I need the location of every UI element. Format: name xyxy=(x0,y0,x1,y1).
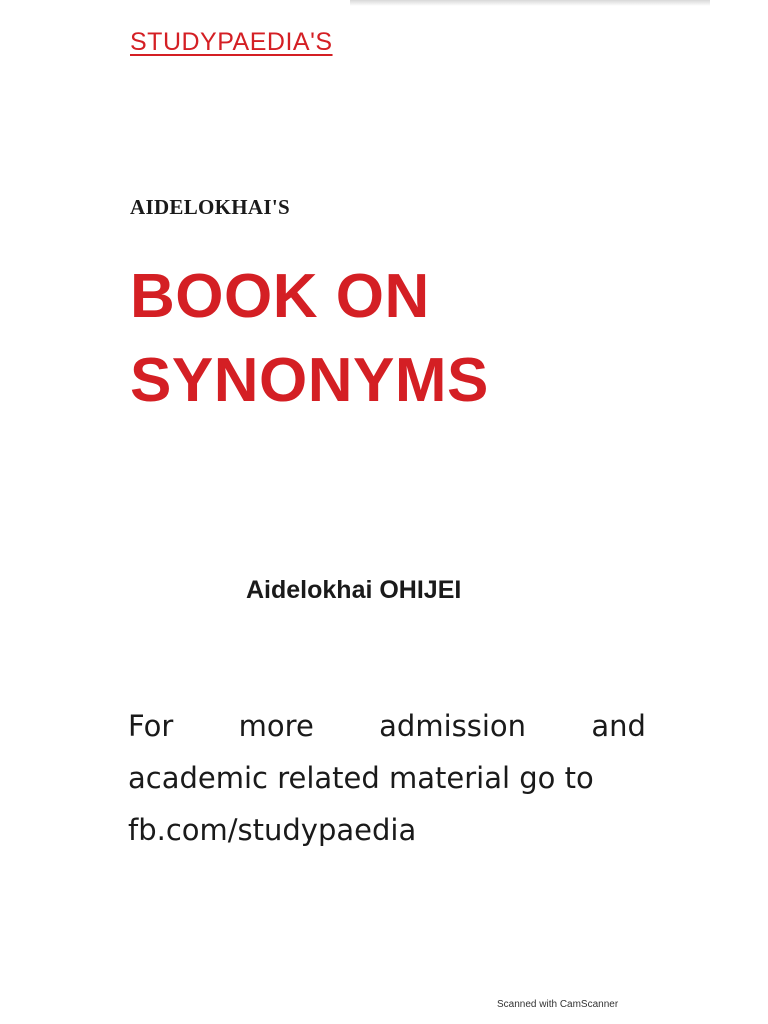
promo-word: and xyxy=(591,709,646,743)
author-possessive-heading: AIDELOKHAI'S xyxy=(130,195,290,219)
book-title-line-2: SYNONYMS xyxy=(130,346,489,415)
promo-word: more xyxy=(238,709,314,743)
book-title xyxy=(130,255,489,423)
author-name: Aidelokhai OHIJEI xyxy=(246,576,462,604)
promo-word: admission xyxy=(379,709,527,743)
scanner-watermark: Scanned with CamScanner xyxy=(497,999,619,1010)
brand-header: STUDYPAEDIA'S xyxy=(130,28,333,56)
book-title-line-1: BOOK ON xyxy=(130,262,430,331)
promo-word: For xyxy=(128,709,174,743)
promo-line-2: academic related material go to xyxy=(128,761,594,795)
promo-line-1 xyxy=(128,700,646,752)
promo-paragraph xyxy=(128,700,646,856)
promo-link-text: fb.com/studypaedia xyxy=(128,813,417,847)
scan-edge-shadow xyxy=(350,0,710,6)
